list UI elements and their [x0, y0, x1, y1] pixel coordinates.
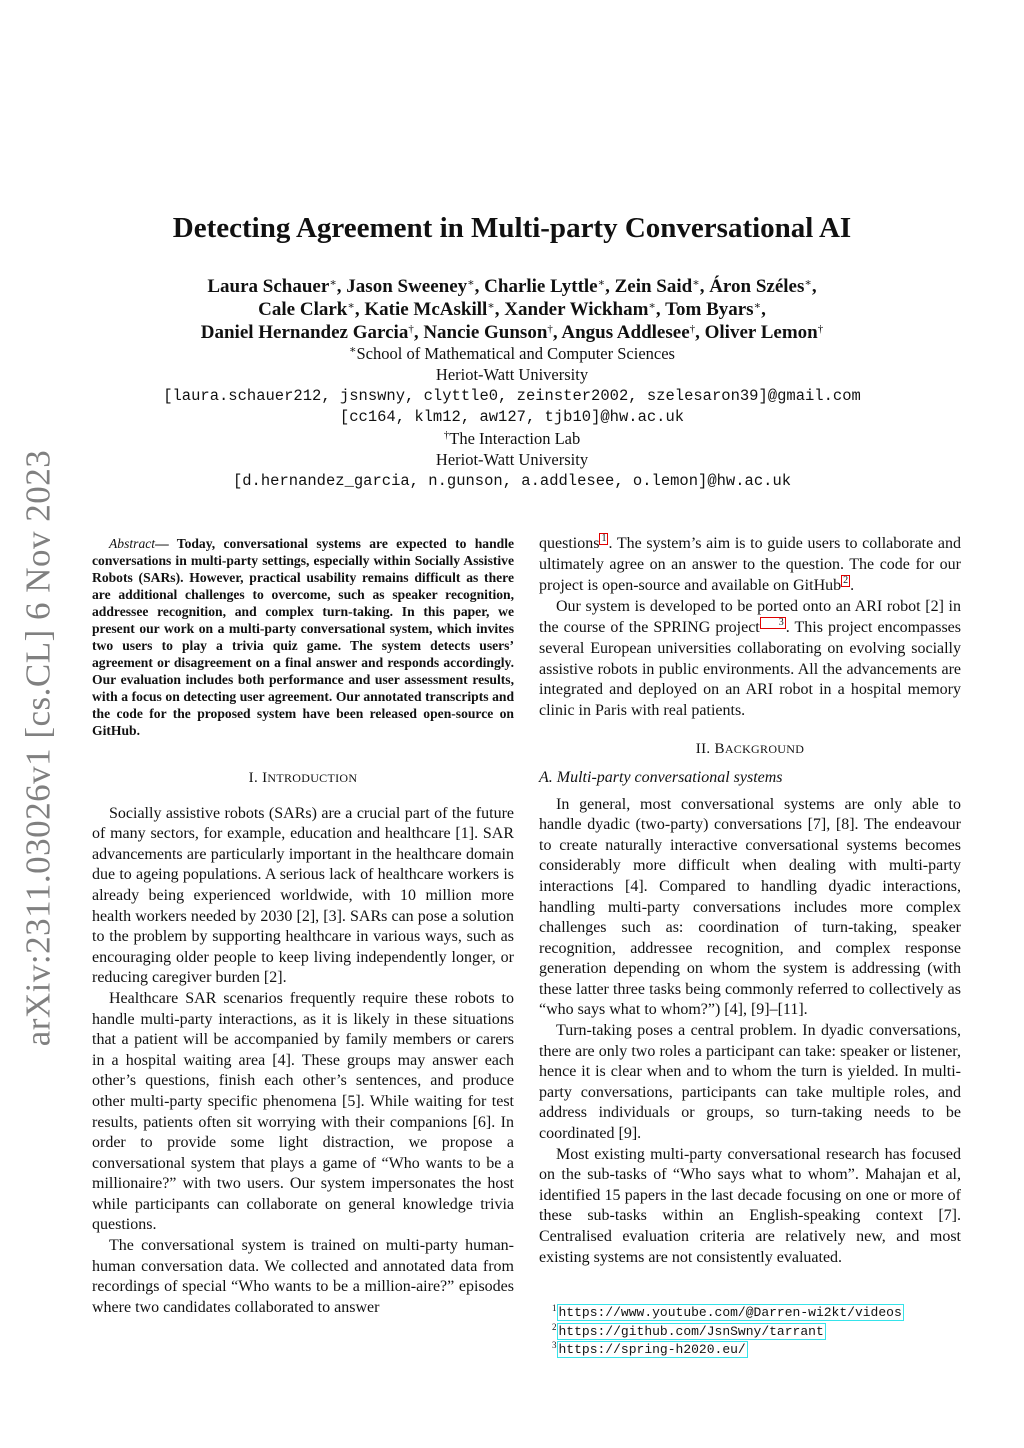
footnote-link-2[interactable]: 2 — [843, 575, 849, 587]
author-name: Xander Wickham — [504, 299, 649, 320]
affiliation-1-university: Heriot-Watt University — [435, 365, 589, 385]
footnote-link-3[interactable]: 3 — [760, 617, 786, 629]
section-heading-background — [539, 739, 961, 760]
footnote-url-link[interactable]: https://spring-h2020.eu/ — [558, 1342, 746, 1357]
author-separator: , — [552, 322, 562, 343]
section-number: II. — [695, 741, 715, 758]
author-separator: , — [655, 299, 666, 320]
footnote-1 — [552, 1303, 982, 1322]
author-separator: , — [811, 276, 817, 297]
paragraph-text: . This project encompasses several European universities collaborating on evolving socially assistive robots in public environments. All the advancements are integrated and deployed on an ARI robot in a hospital memory clinic in Paris with real patients. — [539, 619, 961, 719]
section-rest: NTRODUCTION — [267, 771, 358, 785]
author-separator: , — [699, 276, 710, 297]
author-mark: ∗ — [347, 300, 355, 312]
author-mark: † — [817, 323, 824, 335]
author-separator: , — [336, 276, 347, 297]
paragraph-text: . The system’s aim is to guide users to collaborate and ultimately agree on an answer to the question. The code for our project is open-source and available on GitHub — [539, 535, 961, 595]
author-separator: , — [695, 322, 705, 343]
background-paragraph-3: Most existing multi-party conversational research has focused on the sub-tasks of “Who says what to whom”. Mahajan et al, identified 15 papers in the last decade focusing on one or more of these sub-tasks within an English-speaking context [7]. Centralised evaluation criteria are relatively new, and most existing systems are not consistently evaluated. — [539, 1145, 961, 1266]
left-column — [92, 535, 514, 1318]
footnote-url-link[interactable]: https://www.youtube.com/@Darren-wi2kt/videos — [558, 1305, 902, 1320]
author-mark: ∗ — [467, 277, 475, 289]
footnote-3 — [552, 1340, 982, 1359]
affiliations — [0, 343, 1024, 492]
footnote-2 — [552, 1322, 982, 1341]
author-mark: ∗ — [692, 277, 700, 289]
author-name: Daniel Hernandez Garcia — [200, 322, 409, 343]
author-separator: , — [761, 299, 766, 320]
author-mark: ∗ — [487, 300, 495, 312]
footnote-mark: 1 — [552, 1303, 557, 1313]
affiliation-1-emails-a: [laura.schauer212, jsnswny, clyttle0, zeinster2002, szelesaron39]@gmail.com — [163, 386, 861, 405]
affiliation-text: School of Mathematical and Computer Sciences — [356, 344, 675, 363]
section-initial: I — [262, 770, 268, 786]
section-number: I. — [248, 770, 263, 786]
affiliation-2-emails: [d.hernandez_garcia, n.gunson, a.addlesee, o.lemon]@hw.ac.uk — [232, 471, 792, 490]
section-rest: ACKGROUND — [724, 742, 805, 757]
footnotes — [552, 1303, 982, 1359]
author-line-1 — [0, 275, 1024, 298]
author-mark: † — [547, 323, 553, 335]
author-name: Laura Schauer — [207, 276, 330, 297]
abstract-label: Abstract — [109, 536, 156, 551]
author-separator: , — [605, 276, 615, 297]
author-name: Zein Said — [614, 276, 693, 297]
arxiv-stamp — [8, 449, 68, 1046]
footnote-url-link[interactable]: https://github.com/JsnSwny/tarrant — [558, 1323, 824, 1339]
author-mark: † — [689, 323, 696, 335]
author-name: Katie McAskill — [364, 299, 488, 320]
right-paragraph-2 — [539, 597, 961, 722]
author-name: Tom Byars — [665, 299, 754, 320]
abstract-text: Today, conversational systems are expected to handle conversations in multi-party settings, especially within Socially Assistive Robots (SARs). However, practical usability remains difficult as there are additional challenges to overcome, such as speaker recognition, addressee recognition, and complex turn-taking. In this paper, we present our work on a multi-party conversational system, which invites two users to play a trivia quiz game. The system detects users’ agreement or disagreement on a final answer and responds accordingly. Our evaluation includes both performance and user assessment results, with a focus on detecting user agreement. Our annotated transcripts and the code for the proposed system have been released open-source on GitHub. — [92, 536, 514, 738]
paragraph-text: . — [850, 577, 855, 595]
footnote-mark: 2 — [552, 1321, 557, 1332]
intro-paragraph-2: Healthcare SAR scenarios frequently require these robots to handle multi-party interactions, as it is likely in these situations that a patient will be accompanied by family members or carers in a hospital waiting area [4]. These groups may answer each other’s questions, finish each other’s sentences, and produce other multi-party specific phenomena [5]. While waiting for test results, patients often sit worrying with their companions [6]. In order to provide some light distraction, we propose a conversational system that plays a game of “Who wants to be a millionaire?” with two users. Our system impersonates the host while participants can collaborate on general knowledge trivia questions. — [92, 989, 514, 1234]
author-separator: , — [354, 299, 365, 320]
affiliation-1-name — [0, 343, 1024, 364]
paragraph-text: questions — [539, 535, 600, 552]
abstract — [92, 535, 514, 739]
author-name: Oliver Lemon — [704, 322, 818, 343]
section-heading-introduction — [92, 768, 514, 789]
background-paragraph-1: In general, most conversational systems are only able to handle dyadic (two-party) conversations [7], [8]. The endeavour to create naturally interactive conversational systems becomes considerably more difficult when dealing with multi-party interactions [4]. Compared to handling dyadic interactions, handling multi-party conversations includes more complex challenges such as: coordination of turn-taking, speaker recognition, addressee recognition, and complex response generation depending on whom the system is addressing (with these latter three tasks being commonly referred to collectively as “who says what to whom?”) [4], [9]–[11]. — [539, 795, 961, 1019]
author-mark: ∗ — [648, 300, 656, 312]
paper-title: Detecting Agreement in Multi-party Conversational AI — [172, 212, 852, 244]
affiliation-2-university: Heriot-Watt University — [435, 450, 589, 470]
author-mark: ∗ — [753, 300, 762, 312]
paragraph-text: Our system is developed to be ported onto an ARI robot [2] in the course of the SPRING project — [539, 597, 961, 637]
author-line-3 — [0, 321, 1024, 344]
subsection-heading: A. Multi-party conversational systems — [539, 768, 783, 786]
abstract-dash: — — [155, 536, 177, 551]
author-line-2 — [0, 298, 1024, 321]
author-name: Áron Széles — [709, 276, 805, 297]
author-list — [0, 275, 1024, 344]
author-name: Cale Clark — [258, 299, 348, 320]
affiliation-text: The Interaction Lab — [449, 429, 581, 449]
author-separator: , — [474, 276, 485, 297]
right-paragraph-1 — [539, 533, 961, 597]
background-paragraph-2: Turn-taking poses a central problem. In dyadic conversations, there are only two roles a participant can take: speaker or listener, hence it is clear when and to whom the turn is yielded. In multi-party conversations, participants can take multiple roles, and address individuals or groups, so turn-taking needs to be coordinated [9]. — [539, 1022, 961, 1143]
intro-paragraph-3: The conversational system is trained on multi-party human-human conversation data. We collected and annotated data from recordings of special “Who wants to be a million-aire?” episodes where two candidates collaborated to answer — [92, 1237, 514, 1316]
arxiv-stamp-text: arXiv:2311.03026v1 [cs.CL] 6 Nov 2023 — [18, 449, 57, 1046]
section-initial: B — [714, 741, 725, 758]
author-name: Jason Sweeney — [346, 276, 468, 297]
affiliation-mark: ∗ — [349, 344, 357, 356]
author-separator: , — [413, 322, 424, 343]
footnote-link-1[interactable]: 1 — [601, 533, 607, 544]
author-mark: ∗ — [804, 277, 812, 289]
author-name: Angus Addlesee — [561, 322, 690, 343]
affiliation-2-name — [0, 428, 1024, 449]
author-name: Charlie Lyttle — [484, 276, 598, 297]
author-mark: ∗ — [329, 277, 337, 289]
intro-paragraph-1: Socially assistive robots (SARs) are a crucial part of the future of many sectors, for example, education and healthcare [1]. SAR advancements are particularly important in the healthcare domain due to ageing populations. A serious lack of healthcare workers is already being experienced worldwide, with 10 million more health workers needed by 2030 [2], [3]. SARs can pose a solution to the problem by supporting healthcare in various ways, such as encouraging older people to keep living independently longer, or reducing caregiver burden [2]. — [92, 804, 514, 987]
author-mark: † — [408, 323, 414, 335]
right-column — [539, 533, 961, 1268]
affiliation-mark: † — [443, 429, 450, 442]
author-mark: ∗ — [597, 277, 606, 289]
author-separator: , — [494, 299, 505, 320]
footnote-mark: 3 — [552, 1340, 557, 1350]
affiliation-1-emails-b: [cc164, klm12, aw127, tjb10]@hw.ac.uk — [339, 407, 685, 426]
author-name: Nancie Gunson — [423, 322, 548, 343]
